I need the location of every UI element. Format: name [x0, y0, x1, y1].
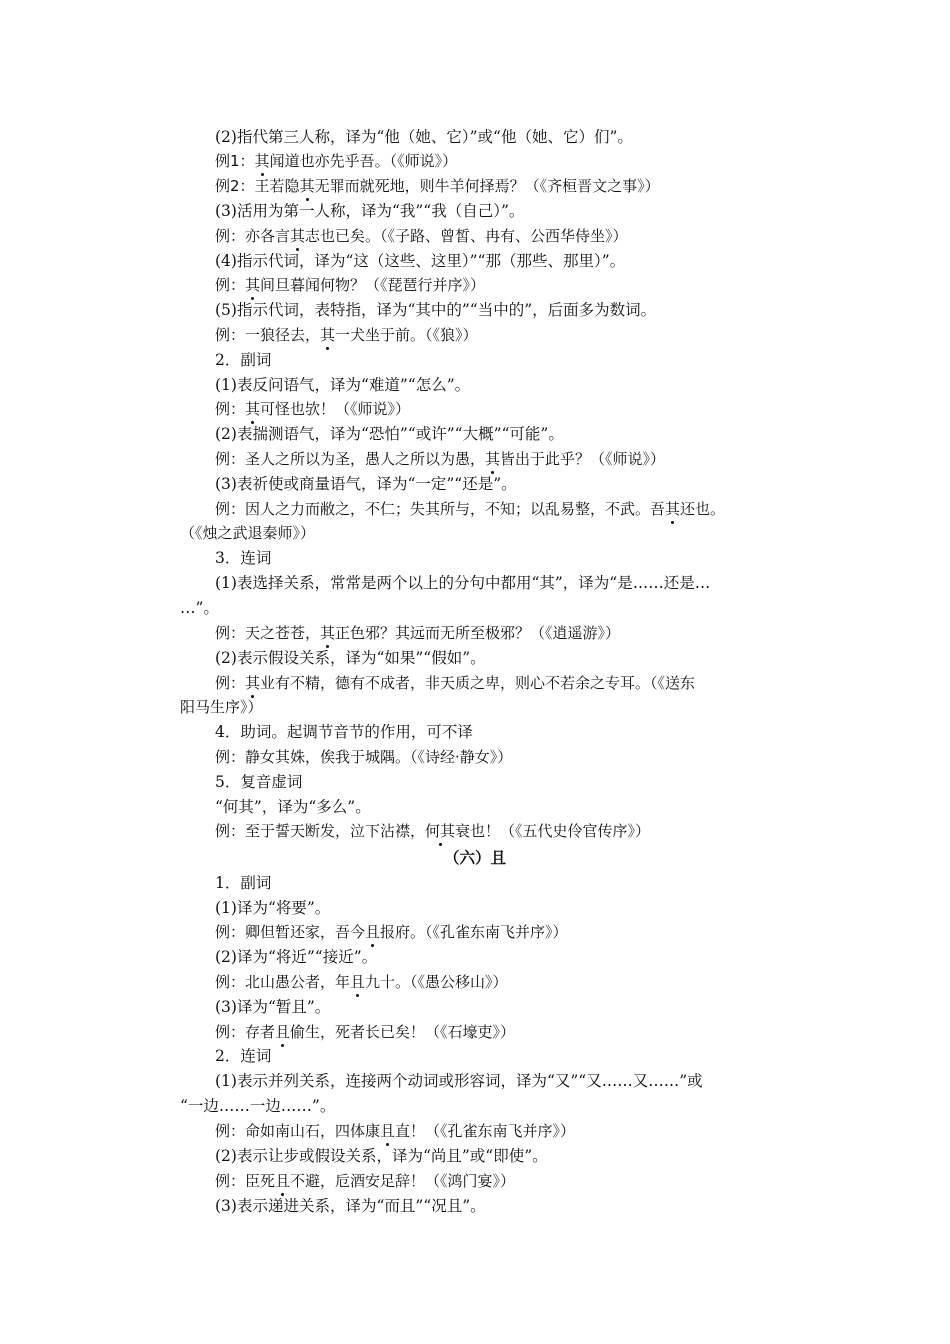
emphasis-mark: 且 — [380, 1119, 395, 1143]
source-citation: 阳马生序》） — [180, 698, 263, 716]
example-suffix: 报府。（《孔雀东南飞并序》） — [380, 923, 568, 941]
example-prefix: 例： — [215, 674, 246, 692]
example-prefix: 例：圣人之所以为圣，愚人之所以为愚， — [215, 450, 486, 468]
emphasis-mark: 其 — [320, 621, 335, 645]
example-prefix: 例：卿但暂还家，吾今 — [215, 923, 366, 941]
example-line — [215, 1169, 515, 1193]
emphasis-mark: 其 — [245, 397, 260, 421]
emphasis-mark: 何其 — [425, 819, 455, 843]
example-prefix: 例：亦各言 — [215, 227, 291, 245]
example-prefix: 例：北山愚公者，年 — [215, 973, 351, 991]
text-line: …”。 — [180, 599, 219, 617]
emphasis-mark: 其 — [245, 671, 260, 695]
example-prefix: 例2：王若隐 — [215, 177, 300, 195]
example-suffix: 九十。（《愚公移山》） — [365, 973, 508, 991]
text-line: “何其”，译为“多么”。 — [215, 798, 371, 816]
example-line: 例：静女其姝，俟我于城隅。（《诗经·静女》） — [215, 748, 513, 766]
text-line: (2)指代第三人称，译为“他（她、它）”或“他（她、它）们”。 — [215, 128, 633, 146]
example-prefix: 例：天之苍苍， — [215, 624, 321, 642]
example-suffix: 间旦暮闻何物？（《琵琶行并序》） — [260, 276, 486, 294]
text-line: (2)表示假设关系，译为“如果”“假如”。 — [215, 649, 486, 667]
example-prefix: 例：臣死 — [215, 1172, 276, 1190]
example-line — [215, 174, 660, 198]
section-title: （六）且 — [443, 848, 506, 867]
example-line — [215, 1119, 575, 1143]
example-prefix: 例：至于誓天断发，泣下沾襟， — [215, 822, 426, 840]
example-suffix: 不避，卮酒安足辞！（《鸿门宴》） — [290, 1172, 516, 1190]
section-heading: 4．助词。起调节音节的作用，可不译 — [215, 723, 473, 741]
example-suffix: 还也。 — [680, 500, 726, 518]
emphasis-mark: 其 — [665, 497, 680, 521]
text-line: (3)译为“暂且”。 — [215, 998, 331, 1016]
text-line: (1)译为“将要”。 — [215, 899, 331, 917]
example-line — [215, 819, 650, 843]
text-line: (4)指示代词，译为“这（这些、这里）”“那（那些、那里）”。 — [215, 252, 626, 270]
example-suffix: 业有不精，德有不成者，非天质之卑，则心不若余之专耳。（《送东 — [260, 674, 696, 692]
example-suffix: 可怪也欤！（《师说》） — [260, 400, 411, 418]
text-line: (1)表选择关系，常常是两个以上的分句中都用“其”，译为“是……还是… — [215, 574, 711, 592]
example-line — [215, 447, 665, 471]
text-line: (2)译为“将近”“接近”。 — [215, 948, 378, 966]
example-suffix: 偷生，死者长已矣！（《石壕吏》） — [290, 1023, 516, 1041]
text-line: (5)指示代词，表特指，译为“其中的”“当中的”，后面多为数词。 — [215, 301, 657, 319]
example-line — [215, 224, 628, 248]
example-line — [215, 273, 485, 297]
example-suffix: 闻道也亦先乎吾。（《师说》） — [269, 152, 458, 170]
emphasis-mark: 且 — [275, 1169, 290, 1193]
example-prefix: 例1： — [215, 152, 255, 170]
example-suffix: 志也已矣。（《子路、曾皙、冉有、公西华侍坐》） — [305, 227, 628, 245]
example-line — [215, 323, 478, 347]
section-heading: 2．副词 — [215, 351, 272, 369]
text-line: (3)活用为第一人称，译为“我”“我（自己）”。 — [215, 202, 525, 220]
emphasis-mark: 且 — [350, 970, 365, 994]
example-suffix: 无罪而就死地，则牛羊何择焉？（《齐桓晋文之事》） — [314, 177, 660, 195]
example-line — [215, 1020, 515, 1044]
example-prefix: 例： — [215, 400, 246, 418]
section-heading: 1．副词 — [215, 874, 272, 892]
example-prefix: 例：存者 — [215, 1023, 276, 1041]
text-line: (3)表示递进关系，译为“而且”“况且”。 — [215, 1197, 486, 1215]
emphasis-mark: 其 — [255, 149, 270, 173]
example-prefix: 例： — [215, 276, 246, 294]
text-line: (1)表反问语气，译为“难道”“怎么”。 — [215, 376, 471, 394]
text-line: (1)表示并列关系，连接两个动词或形容词，译为“又”“又……又……”或 — [215, 1072, 703, 1090]
example-prefix: 例：一狼径去， — [215, 326, 321, 344]
text-line: (2)表揣测语气，译为“恐怕”“或许”“大概”“可能”。 — [215, 425, 564, 443]
example-line — [215, 671, 695, 695]
example-prefix: 例：命如南山石，四体康 — [215, 1122, 381, 1140]
section-heading: 3．连词 — [215, 549, 272, 567]
example-line — [215, 497, 725, 521]
emphasis-mark: 且 — [275, 1020, 290, 1044]
example-line — [215, 970, 508, 994]
example-line — [215, 621, 620, 645]
source-citation: （《烛之武退秦师》） — [180, 524, 316, 542]
example-prefix: 例：因人之力而敝之，不仁；失其所与，不知；以乱易整，不武。吾 — [215, 500, 666, 518]
emphasis-mark: 且 — [365, 920, 380, 944]
section-heading: 5．复音虚词 — [215, 773, 303, 791]
example-suffix: 直！（《孔雀东南飞并序》） — [395, 1122, 576, 1140]
example-line — [215, 920, 568, 944]
emphasis-mark: 其 — [245, 273, 260, 297]
example-suffix: 皆出于此乎？（《师说》） — [500, 450, 666, 468]
example-line — [215, 149, 457, 173]
example-line — [215, 397, 410, 421]
emphasis-mark: 其 — [290, 224, 305, 248]
emphasis-mark: 其 — [300, 174, 315, 198]
text-line: (3)表祈使或商量语气，译为“一定”“还是”。 — [215, 475, 517, 493]
section-heading: 2．连词 — [215, 1047, 272, 1065]
text-line: (2)表示让步或假设关系，译为“尚且”或“即使”。 — [215, 1147, 548, 1165]
example-suffix: 衰也！（《五代史伶官传序》） — [455, 822, 651, 840]
emphasis-mark: 其 — [485, 447, 500, 471]
text-line: “一边……一边……”。 — [180, 1097, 336, 1115]
example-suffix: 正色邪？其远而无所至极邪？（《逍遥游》） — [335, 624, 621, 642]
emphasis-mark: 其 — [320, 323, 335, 347]
example-suffix: 一犬坐于前。（《狼》） — [335, 326, 478, 344]
